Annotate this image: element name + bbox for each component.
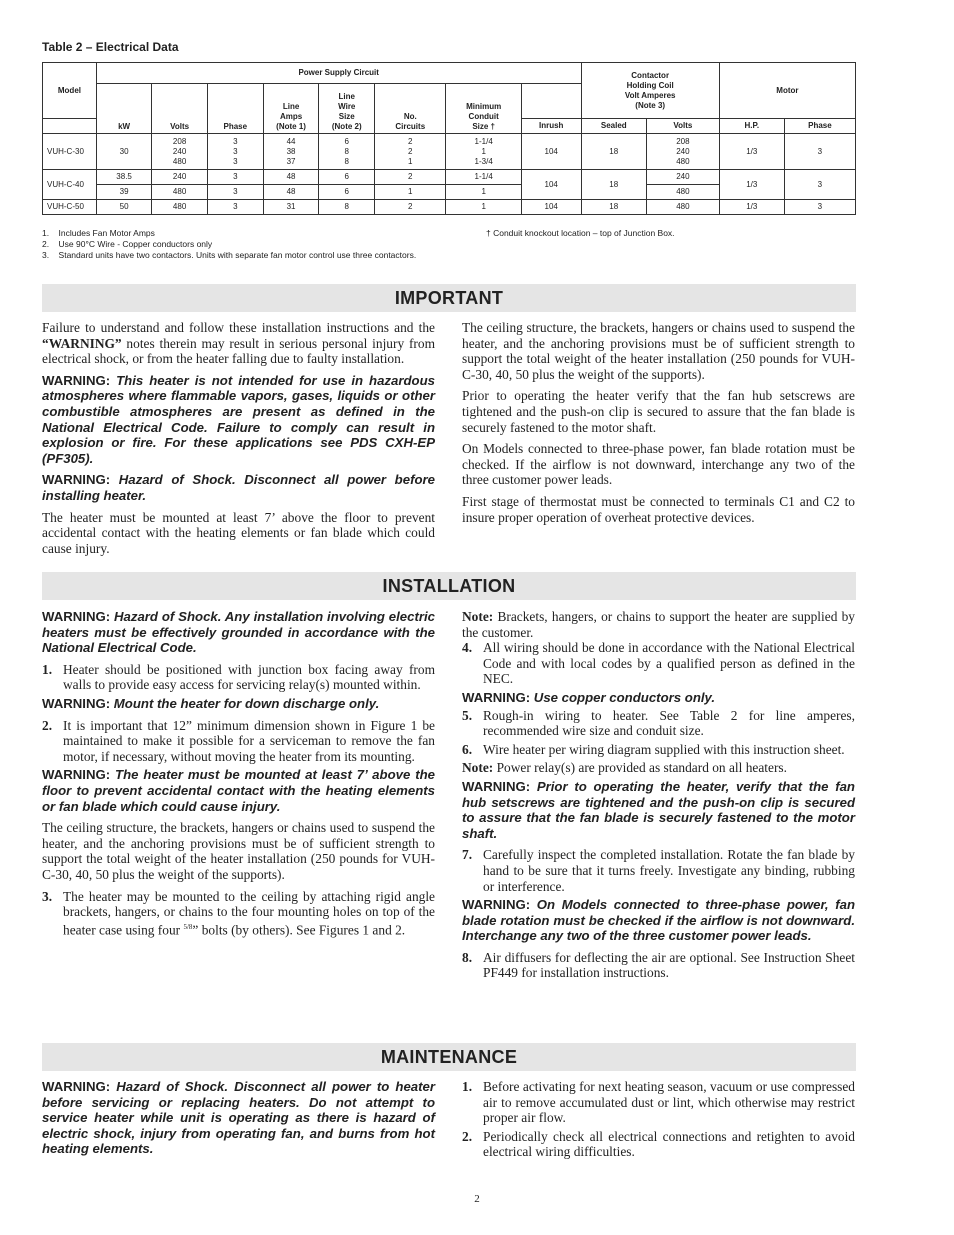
- table-row: VUH-C-50 50 480 3 31 8 2 1 104 18 480 1/3 3: [43, 200, 856, 215]
- wire-size-header: Line Wire Size (Note 2): [319, 84, 375, 134]
- supports-note: Note: Brackets, hangers, or chains to support the heater are supplied by the customer.: [462, 609, 855, 640]
- grounding-warning: WARNING: Hazard of Shock. Any installation involving electric heaters must be effectively grounded in accordance with the National Electrical Code.: [42, 609, 435, 656]
- copper-warning: WARNING: Use copper conductors only.: [462, 689, 716, 705]
- list-item: 5. Rough-in wiring to heater. See Table 2 for line amperes, recommended wire size and conduit size.: [462, 707, 855, 739]
- sealed-header: Sealed: [581, 119, 646, 134]
- installation-right-column: [462, 609, 855, 984]
- thermostat-text: First stage of thermostat must be connected to terminals C1 and C2 to insure proper operation of overheat protective devices.: [462, 493, 855, 525]
- table-title: Table 2 – Electrical Data: [42, 40, 179, 54]
- table-notes: 1. Includes Fan Motor Amps 2. Use 90°C Wire - Copper conductors only 3. Standard units have two contactors. Units with separate fan motor control use three contactors.: [42, 228, 417, 260]
- motor-phase-header: Phase: [784, 119, 855, 134]
- table-row: 39 480 3 48 6 1 1 480: [43, 185, 856, 200]
- conduit-header: Minimum Conduit Size †: [446, 84, 521, 134]
- important-intro: Failure to understand and follow these installation instructions and the “WARNING” notes therein may result in serious personal injury from electrical shock, or from the heater falling due to faulty installation.: [42, 320, 435, 367]
- electrical-data-table: [42, 62, 856, 215]
- maintenance-left-column: [42, 1079, 435, 1163]
- maintenance-heading-bar: [42, 1043, 856, 1071]
- maintenance-right-column: [462, 1079, 855, 1163]
- three-phase-text: On Models connected to three-phase power, fan blade rotation must be checked. If the airflow is not downward, interchange any two of the three customer power leads.: [462, 441, 855, 488]
- inrush-header: Inrush: [521, 119, 581, 134]
- installation-heading: INSTALLATION: [382, 576, 516, 596]
- important-right-column: [462, 320, 855, 531]
- model-subheader: [43, 119, 97, 134]
- important-left-column: [42, 320, 435, 562]
- mounting-height-text: The heater must be mounted at least 7’ above the floor to prevent accidental contact with the heating elements or fan blade which could cause injury.: [42, 509, 435, 556]
- table-row: VUH-C-40 38.5 240 3 48 6 2 1-1/4 104 18 240 1/3 3: [43, 170, 856, 185]
- ceiling-structure-text: The ceiling structure, the brackets, hangers or chains used to suspend the heater, and the anchoring provisions must be of sufficient strength to support the total weight of the heater installation (250 pounds for VUH-C-30, 40, 50 plus the weight of the supports).: [462, 320, 855, 382]
- list-item: 2. Periodically check all electrical connections and retighten to avoid electrical wiring difficulties.: [462, 1128, 855, 1160]
- list-item: 8. Air diffusers for deflecting the air are optional. See Instruction Sheet PF449 for installation instructions.: [462, 949, 855, 981]
- list-item: 7. Carefully inspect the completed installation. Rotate the fan blade by hand to be sure that it turns freely. Investigate any binding, rubbing or interference.: [462, 847, 855, 894]
- list-item: 2. It is important that 12” minimum dimension shown in Figure 1 be maintained to make it possible for a serviceman to remove the fan motor, if necessary, without moving the heater from its mounting.: [42, 717, 435, 764]
- volts-header: Volts: [152, 84, 208, 134]
- circuits-header: No. Circuits: [375, 84, 446, 134]
- mount-height-warning: WARNING: The heater must be mounted at least 7’ above the floor to prevent accidental contact with the heating elements or fan blade which could cause injury.: [42, 767, 435, 814]
- motor-volts-header: Volts: [646, 119, 719, 134]
- line-amps-header: Line Amps (Note 1): [263, 84, 319, 134]
- kw-header: kW: [96, 84, 151, 134]
- down-discharge-warning: WARNING: Mount the heater for down discharge only.: [42, 695, 380, 711]
- setscrew-text: Prior to operating the heater verify that the fan hub setscrews are tightened and the push-on clip is secured to assure that the fan blade is securely fastened to the motor shaft.: [462, 388, 855, 435]
- maintenance-heading: MAINTENANCE: [380, 1047, 518, 1067]
- power-relay-note: Note: Power relay(s) are provided as standard on all heaters.: [462, 760, 787, 776]
- dagger-note: † Conduit knockout location – top of Junction Box.: [486, 228, 675, 238]
- contactor-header: Contactor Holding Coil Volt Amperes (Note 3): [581, 63, 719, 119]
- three-phase-warning: WARNING: On Models connected to three-phase power, fan blade rotation must be checked if the airflow is not downward. Interchange any two of the three customer power leads.: [462, 897, 855, 944]
- hazardous-atmosphere-warning: WARNING: This heater is not intended for use in hazardous atmospheres where flammable vapors, gases, liquids or other combustible atmospheres are present as defined in the National Electrical Code. Failure to comply can result in explosion or fire. For these applications see PDS CXH-EP (PF305).: [42, 372, 435, 466]
- important-heading: IMPORTANT: [394, 288, 504, 308]
- fan-hub-warning: WARNING: Prior to operating the heater, verify that the fan hub setscrews are tightened and the push-on clip is secured to assure that the fan blade is securely fastened to the motor shaft.: [462, 778, 855, 841]
- servicing-warning: WARNING: Hazard of Shock. Disconnect all power to heater before servicing or replacing heaters. Do not attempt to service heater while unit is operating as there is hazard of electric shock, injury from operating fan, and burns from hot heating elements.: [42, 1079, 435, 1157]
- page-number: 2: [474, 1193, 480, 1205]
- shock-warning: WARNING: Hazard of Shock. Disconnect all power before installing heater.: [42, 472, 435, 503]
- model-header: Model: [43, 63, 97, 119]
- table-row: VUH-C-30 30 208 240 480 3 3 3 44 38 37 6 8 8 2 2 1 1-1/4 1 1-3/4 104 18 208 240 480 1/3 3: [43, 134, 856, 170]
- installation-heading-bar: [42, 572, 856, 600]
- installation-left-column: [42, 609, 435, 941]
- list-item: 1. Heater should be positioned with junction box facing away from walls to provide easy access for servicing relay(s) mounted within.: [42, 661, 435, 693]
- motor-header: Motor: [719, 63, 855, 119]
- list-item: 4. All wiring should be done in accordance with the National Electrical Code and with local codes by a qualified person as defined in the NEC.: [462, 640, 855, 687]
- phase-header: Phase: [207, 84, 263, 134]
- list-item: 1. Before activating for next heating season, vacuum or use compressed air to remove accumulated dust or lint, which otherwise may restrict proper air flow.: [462, 1079, 855, 1126]
- hp-header: H.P.: [719, 119, 784, 134]
- power-supply-header: Power Supply Circuit: [96, 63, 581, 84]
- important-heading-bar: [42, 284, 856, 312]
- list-item: 3. The heater may be mounted to the ceiling by attaching rigid angle brackets, hangers, or chains to the four mounting holes on top of the heater case using four $^{5/8}$” bolts (by others). See Figures 1 and 2.: [42, 888, 435, 938]
- list-item: 6. Wire heater per wiring diagram supplied with this instruction sheet.: [462, 741, 845, 757]
- ceiling-structure-text: The ceiling structure, the brackets, hangers or chains used to suspend the heater, and the anchoring provisions must be of sufficient strength to support the total weight of the heater installation (250 pounds for VUH-C-30, 40, 50 plus the weight of the supports).: [42, 820, 435, 882]
